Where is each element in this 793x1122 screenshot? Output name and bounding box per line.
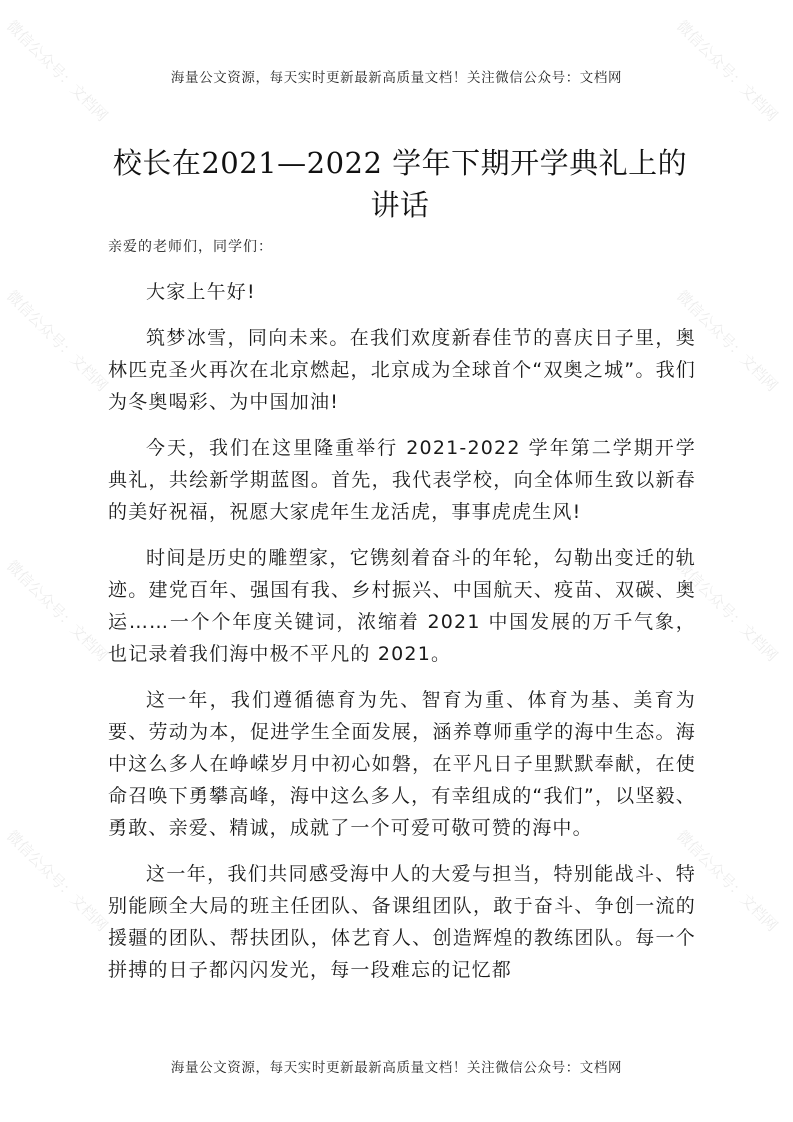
page-footer: 海量公文资源，每天实时更新最新高质量文档！关注微信公众号：文档网 — [170, 1060, 623, 1076]
paragraph: 这一年，我们遵循德育为先、智育为重、体育为基、美育为要、劳动为本，促进学生全面发展，涵养尊师重学的海中生态。海中这么多人在峥嵘岁月中初心如磐，在平凡日子里默默奉献，在使命召唤下勇攀高峰，海中这么多人，有幸组成的“我们”，以坚毅、勇敢、亲爱、精诚，成就了一个可爱可敬可赞的海中。 — [108, 689, 696, 839]
paragraph: 今天，我们在这里隆重举行 2021-2022 学年第二学期开学典礼，共绘新学期蓝图。首先，我代表学校，向全体师生致以新春的美好祝福，祝愿大家虎年生龙活虎，事事虎虎生风! — [108, 437, 696, 523]
watermark: 微信公众号：文档网 — [673, 556, 782, 665]
document-title: 校长在2021—2022 学年下期开学典礼上的讲话 — [112, 146, 688, 222]
watermark: 微信公众号：文档网 — [3, 826, 112, 935]
paragraph: 这一年，我们共同感受海中人的大爱与担当，特别能战斗、特别能顾全大局的班主任团队、备课组团队，敢于奋斗、争创一流的援疆的团队、帮扶团队，体艺育人、创造辉煌的教练团队。每一个拼搏的日子都闪闪发光，每一段难忘的记忆都 — [108, 863, 696, 981]
salutation: 亲爱的老师们，同学们： — [108, 239, 273, 255]
watermark: 微信公众号：文档网 — [3, 16, 112, 125]
document-body — [108, 276, 696, 1000]
paragraph: 大家上午好! — [146, 281, 256, 303]
page-header: 海量公文资源，每天实时更新最新高质量文档！关注微信公众号：文档网 — [170, 70, 623, 86]
watermark: 微信公众号：文档网 — [3, 286, 112, 395]
paragraph: 筑梦冰雪，同向未来。在我们欢度新春佳节的喜庆日子里，奥林匹克圣火再次在北京燃起，北京成为全球首个“双奥之城”。我们为冬奥喝彩、为中国加油! — [108, 327, 696, 413]
paragraph: 时间是历史的雕塑家，它镌刻着奋斗的年轮，勾勒出变迁的轨迹。建党百年、强国有我、乡村振兴、中国航天、疫苗、双碳、奥运……一个个年度关键词，浓缩着 2021 中国发展的万千气象，也记录着我们海中极不平凡的 2021。 — [108, 547, 696, 665]
watermark: 微信公众号：文档网 — [673, 16, 782, 125]
watermark: 微信公众号：文档网 — [3, 556, 112, 665]
watermark: 微信公众号：文档网 — [673, 286, 782, 395]
watermark: 微信公众号：文档网 — [673, 826, 782, 935]
